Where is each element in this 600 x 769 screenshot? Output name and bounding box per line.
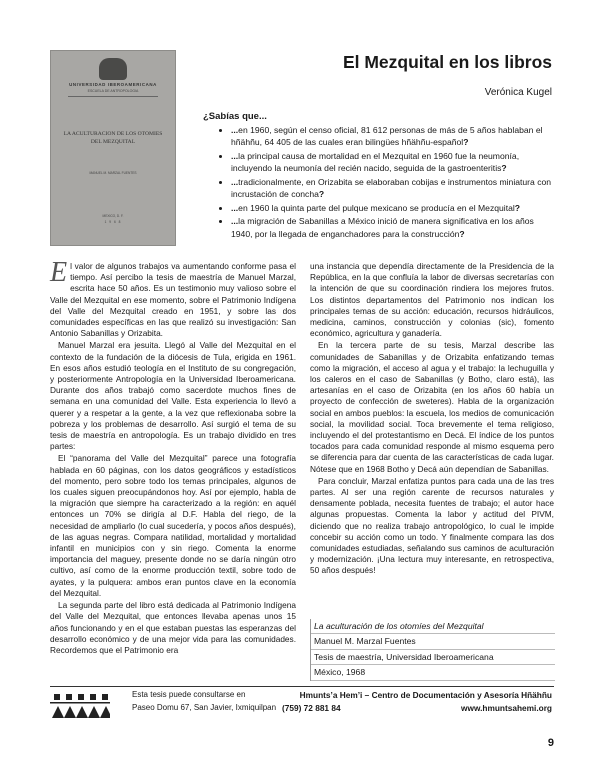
list-item: • ...tradicionalmente, en Orizabita se elaboraban cobijas e instrumentos miniatura con incrustación de concha? [231, 176, 553, 200]
body-column-right [310, 261, 554, 577]
paragraph: El valor de algunos trabajos va aumentando conforme pasa el tiempo. Así percibo la tesis de maestría de Manuel Marzal, escrita hace 50 años. Es un testimonio muy valioso sobre el Valle del Mezquital en ese momento, sobre el Patrimonio Indígena del Valle del Mezquital creado en 1951, y sobre las dos comunidades específicas en las que realizó su investigación: San Antonio Sabanillas y Orizabita. [50, 257, 296, 339]
cover-author: MANUEL M. MARZAL FUENTES [89, 171, 137, 175]
reference-title: La aculturación de los otomíes del Mezquital [311, 619, 555, 634]
footer-organization: Hmunts’a Hem’i – Centro de Documentación y Asesoría Hñähñu [299, 690, 552, 700]
page-number: 9 [547, 737, 554, 749]
paragraph: El “panorama del Valle del Mezquital” parece una fotografía hablada en 60 páginas, con los datos geográficos y estadísticos del momento, pero sobre todo los temas principales, algunos de los cuales siguen preocupándonos hoy. Así por ejemplo, habla de la migración que siempre ha caracterizado a la región: en aquél entonces un 70% se dirigía al D.F. Habla del riego, de la necesidad de ampliarlo (lo cual sucedería, y pocos años después), de las aguas negras. Compara natilidad, mortalidad y mortalidad infantil en municipios con y sin riego. Comenta la enorme importancia del maguey, presente donde no se daría ningún otro cultivo, así como de la enorme producción textil, sobre todo de ayates, y la pulquera: ambos eran puntos clave en la economía del Mezquital. [50, 453, 296, 598]
cover-title-line2: DEL MEZQUITAL [90, 139, 136, 145]
footer-note-line1: Esta tesis puede consultarse en [132, 690, 246, 699]
cover-title [58, 130, 168, 146]
cover-place: MEXICO, D. F. [102, 214, 124, 218]
article-author: Verónica Kugel [484, 87, 552, 98]
book-reference-box [310, 619, 555, 681]
textile-pattern-icon [50, 690, 110, 720]
footer-note-line2: Paseo Domu 67, San Javier, Ixmiquilpan [132, 703, 277, 712]
cover-university: UNIVERSIDAD IBEROAMERICANA [69, 82, 157, 87]
cover-title-line1: LA ACULTURACION DE LOS OTOMIES [63, 131, 163, 137]
footer-phone: (759) 72 881 84 [282, 703, 341, 713]
drop-cap: E [50, 257, 68, 288]
university-seal-icon [99, 58, 127, 80]
did-you-know-section [203, 111, 553, 241]
paragraph: La segunda parte del libro está dedicada al Patrimonio Indígena del Valle del Mezquital, que entonces llevaba apenas unos 15 años funcionando y en el que estaban puestas las esperanzas del desarrollo económico y de una mejor vida para las comunidades. Recordemos que el Patrimonio era [50, 600, 296, 655]
paragraph: En la tercera parte de su tesis, Marzal describe las comunidades de Sabanillas y de Orizabita enfatizando temas como la migración, el acceso al agua y el trabajo: la lechuguilla y los caleros en el caso de Sabanillas (y Botho, claro está), las artesanías en el caso de Orizabita (en los años 60 había un proyecto de confección de sweteres). Habla de la organización social en ambos pueblos: la escuela, los medios de comunicación social, la movilidad social. Toca brevemente el tema religioso, incluyendo el del protestantismo en Decá. El índice de los puntos tocados para cada comunidad responde al mismo esquema pero se diferencia para dar cuenta de las características de cada lugar. Nótese que en 1968 Botho y Decá aún dependían de Sabanillas. [310, 340, 554, 474]
list-item: • ...la principal causa de mortalidad en el Mezquital en 1960 fue la neumonía, incluyendo la neumonía del recién nacido, seguida de la gastroenteritis? [231, 150, 553, 174]
paragraph: una instancia que dependía directamente de la Presidencia de la República, en la que confluía la labor de diversas secretarías con la intención de que su coordinación rindiera los mejores frutos. Los distintos departamentos del Patrimonio nos indican los principales temas de su acción: educación, recursos hidráulicos, medicina, caminos, construcción y colonias (sic), fomento económico, agricultura y ganadería. [310, 261, 554, 339]
cover-year: 1 9 6 8 [104, 220, 122, 224]
footer-website-link[interactable]: www.hmuntsahemi.org [461, 703, 552, 713]
book-cover-image [50, 50, 176, 246]
body-column-left [50, 257, 296, 656]
list-item: • ...en 1960, según el censo oficial, 81 612 personas de más de 5 años hablaban el hñähñu, 64 405 de las cuales eran bilingües hñähñu-español? [231, 124, 553, 148]
cover-school: ESCUELA DE ANTROPOLOGIA [87, 89, 139, 93]
reference-author: Manuel M. Marzal Fuentes [311, 634, 555, 649]
paragraph: Para concluir, Marzal enfatiza puntos para cada una de las tres partes. Al ser una región carente de recursos naturales y densamente poblada, necesita fuentes de trabajo; el autor hace algunas propuestas. Comenta la labor y actitud del PIVM, diciendo que no realiza trabajo antropológico, lo cual le impide concebir su acción como un todo. Y finalmente compara las dos comunidades estudiadas, señalando sus caminos de aculturación y modernización. ¡Una lectura muy interesante, en retrospectiva, 50 años después! [310, 475, 554, 576]
article-title: El Mezquital en los libros [342, 52, 552, 72]
cover-divider [68, 96, 158, 97]
did-you-know-list [203, 124, 553, 240]
reference-type: Tesis de maestría, Universidad Iberoamericana [311, 650, 555, 665]
did-you-know-heading: ¿Sabías que... [203, 111, 267, 122]
reference-place-year: México, 1968 [311, 665, 555, 680]
list-item: • ...la migración de Sabanillas a México inició de manera significativa en los años 1940, por la llegada de enganchadores para la construcción? [231, 215, 553, 239]
paragraph: Manuel Marzal era jesuita. Llegó al Valle del Mezquital en el contexto de la fundación de la diócesis de Tula, erigida en 1961. En esos años estudió teología en el Instituto de su congregación, y posteriormente Antropología en la Universidad Iberoamericana. Durante dos años trabajó como sacerdote muchos fines de semana en una comunidad del Valle. Esta experiencia lo llevó a querer y a respetar a la gente, a la vez que reflexionaba sobre la pobreza y los problemas de desarrollo. Así surgió el tema de su tesis de maestría en antropología. Es un trabajo dividido en tres partes: [50, 340, 296, 452]
list-item: • ...en 1960 la quinta parte del pulque mexicano se producía en el Mezquital? [231, 202, 553, 214]
